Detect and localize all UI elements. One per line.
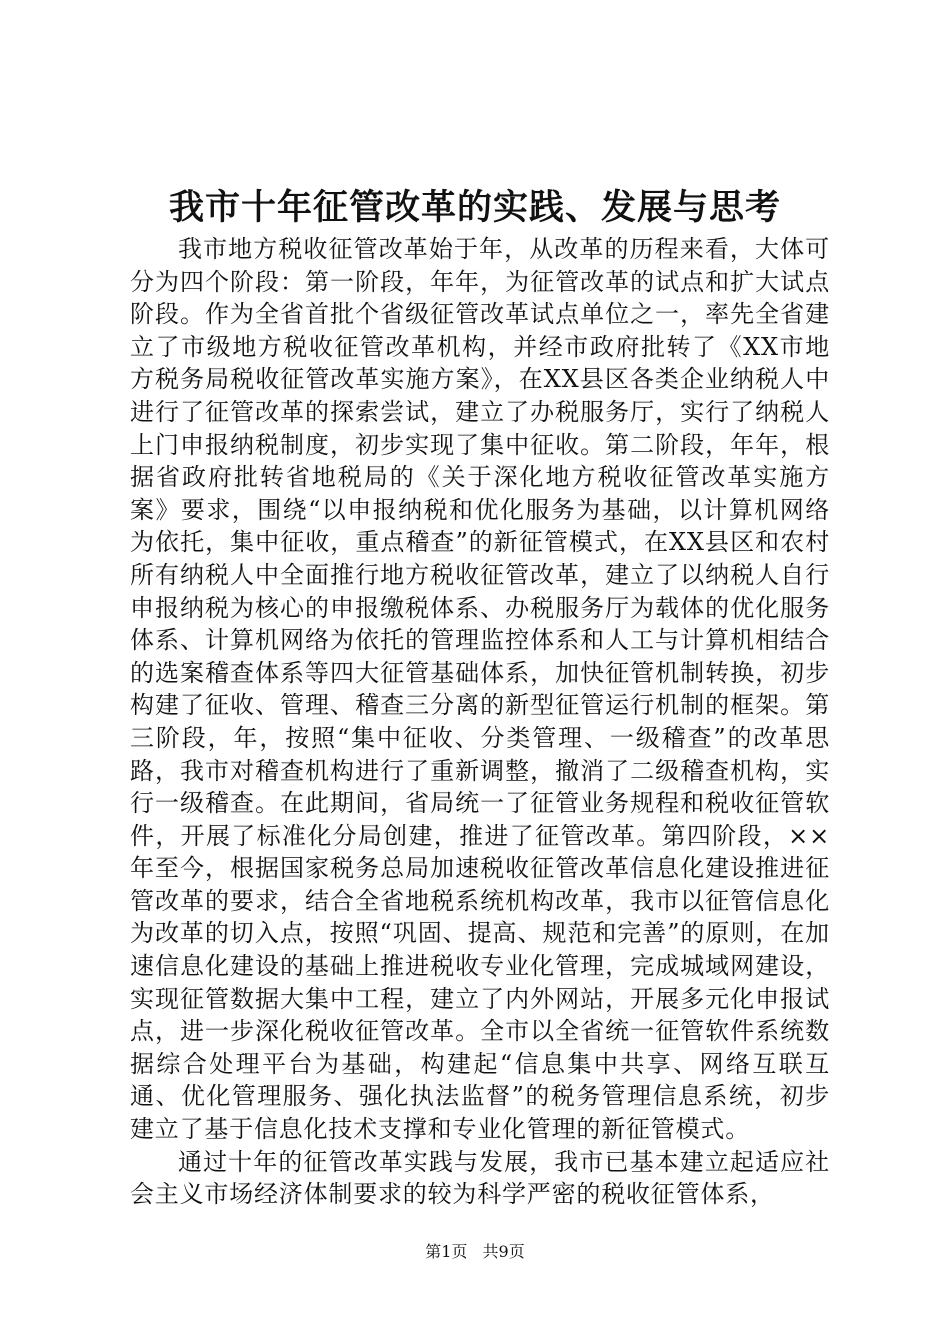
page-footer [0,1242,950,1262]
paragraph-1: 我市地方税收征管改革始于年，从改革的历程来看，大体可分为四个阶段：第一阶段，年年，为征管改革的试点和扩大试点阶段。作为全省首批个省级征管改革试点单位之一，率先全省建立了市级地方税收征管改革机构，并经市政府批转了《XX市地方税务局税收征管改革实施方案》，在XX县区各类企业纳税人中进行了征管改革的探索尝试，建立了办税服务厅，实行了纳税人上门申报纳税制度，初步实现了集中征收。第二阶段，年年，根据省政府批转省地税局的《关于深化地方税收征管改革实施方案》要求，围绕“以申报纳税和优化服务为基础，以计算机网络为依托，集中征收，重点稽查”的新征管模式，在XX县区和农村所有纳税人中全面推行地方税收征管改革，建立了以纳税人自行申报纳税为核心的申报缴税体系、办税服务厅为载体的优化服务体系、计算机网络为依托的管理监控体系和人工与计算机相结合的选案稽查体系等四大征管基础体系，加快征管机制转换，初步构建了征收、管理、稽查三分离的新型征管运行机制的框架。第三阶段，年，按照“集中征收、分类管理、一级稽查”的改革思路，我市对稽查机构进行了重新调整，撤消了二级稽查机构，实行一级稽查。在此期间，省局统一了征管业务规程和税收征管软件，开展了标准化分局创建，推进了征管改革。第四阶段，××年至今，根据国家税务总局加速税收征管改革信息化建设推进征管改革的要求，结合全省地税系统机构改革，我市以征管信息化为改革的切入点，按照“巩固、提高、规范和完善”的原则，在加速信息化建设的基础上推进税收专业化管理，完成城域网建设，实现征管数据大集中工程，建立了内外网站，开展多元化申报试点，进一步深化税收征管改革。全市以全省统一征管软件系统数据综合处理平台为基础，构建起“信息集中共享、网络互联互通、优化管理服务、强化执法监督”的税务管理信息系统，初步建立了基于信息化技术支撑和专业化管理的新征管模式。 [130,235,830,1144]
paragraph-2: 通过十年的征管改革实践与发展，我市已基本建立起适应社会主义市场经济体制要求的较为科学严密的税收征管体系， [130,1147,830,1209]
document-title: 我市十年征管改革的实践、发展与思考 [168,187,781,228]
document-body [130,233,830,1211]
page-total: 共9页 [482,1242,525,1261]
page-number: 第1页 [425,1242,468,1261]
